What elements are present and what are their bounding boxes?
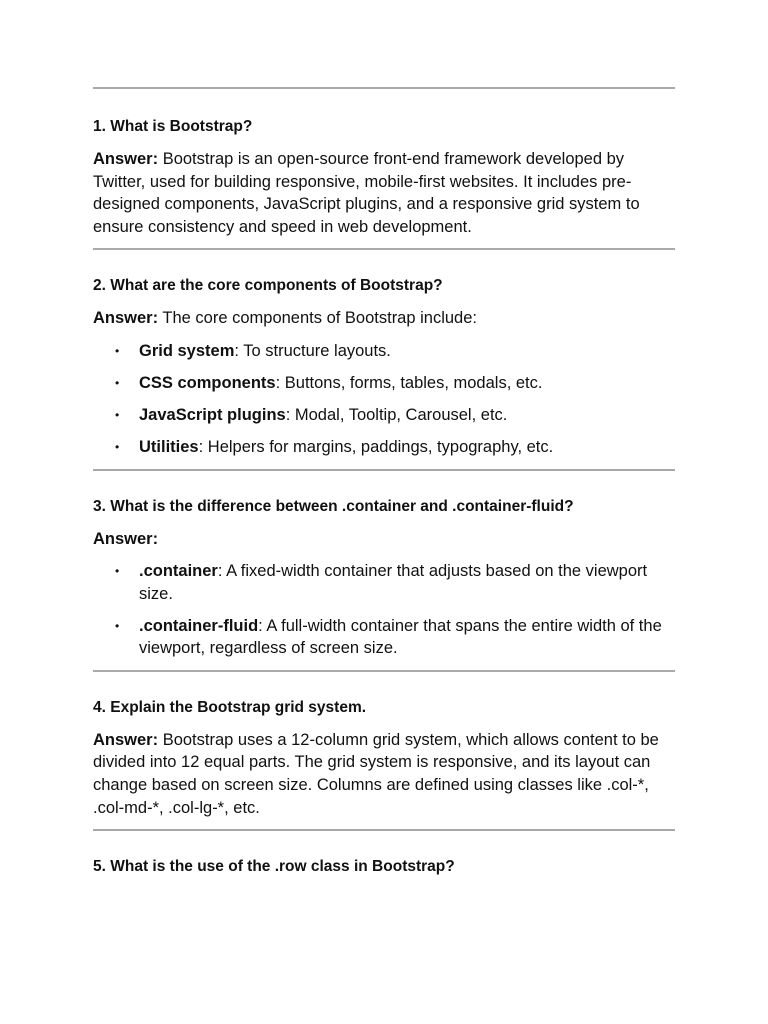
- bullet-icon: •: [115, 407, 120, 422]
- question-heading: 4. Explain the Bootstrap grid system.: [93, 698, 367, 716]
- bullet-icon: •: [115, 439, 120, 454]
- qa-section-3: [93, 496, 675, 660]
- answer-label: Answer:: [93, 730, 159, 749]
- divider: [93, 829, 675, 831]
- list-item-desc: : A full-width container that spans the entire width of the viewport, regardless of screen size.: [139, 616, 662, 658]
- list-item-term: JavaScript plugins: [139, 405, 286, 424]
- list-item-term: Utilities: [139, 437, 199, 456]
- answer-paragraph: [93, 729, 675, 819]
- question-heading: 5. What is the use of the .row class in Bootstrap?: [93, 858, 455, 876]
- divider-top: [93, 87, 675, 89]
- answer-text: The core components of Bootstrap include:: [158, 309, 477, 328]
- list-item-desc: : Helpers for margins, paddings, typography, etc.: [198, 437, 554, 456]
- answer-label: Answer:: [93, 150, 159, 168]
- question-heading: 2. What are the core components of Bootstrap?: [93, 277, 443, 295]
- bullet-icon: •: [115, 564, 120, 579]
- bullet-icon: •: [115, 343, 120, 358]
- list-item-term: .container: [139, 562, 218, 581]
- answer-paragraph: [93, 528, 675, 551]
- answer-label: Answer:: [93, 309, 159, 328]
- list-item: [93, 372, 675, 395]
- list-item: [93, 404, 675, 427]
- list-item: [93, 615, 675, 660]
- qa-section-2: [93, 275, 675, 458]
- qa-section-1: [93, 116, 675, 238]
- bullet-icon: •: [115, 618, 120, 633]
- question-heading: 3. What is the difference between .container and .container-fluid?: [93, 497, 574, 515]
- document-page: [93, 0, 675, 878]
- question-heading: 1. What is Bootstrap?: [93, 118, 253, 135]
- list-item-term: CSS components: [139, 373, 276, 392]
- list-item-desc: : Modal, Tooltip, Carousel, etc.: [285, 405, 508, 424]
- divider: [93, 670, 675, 672]
- answer-paragraph: [93, 148, 675, 238]
- list-item: [93, 436, 675, 459]
- bullet-icon: •: [115, 375, 120, 390]
- list-item-desc: : Buttons, forms, tables, modals, etc.: [275, 373, 543, 392]
- qa-section-5: [93, 856, 675, 878]
- answer-label: Answer:: [93, 529, 159, 548]
- divider: [93, 469, 675, 471]
- answer-paragraph: [93, 307, 675, 330]
- divider: [93, 248, 675, 250]
- list-item: [93, 340, 675, 363]
- list-item: [93, 560, 675, 605]
- list-item-desc: : A fixed-width container that adjusts based on the viewport size.: [139, 562, 648, 603]
- list-item-desc: : To structure layouts.: [234, 341, 391, 360]
- answer-text: Bootstrap uses a 12-column grid system, which allows content to be divided into 12 equal parts. The grid system is responsive, and its layout can change based on screen size. Columns are defined using classes like .col-*, .col-md-*, .col-lg-*, etc.: [93, 730, 659, 817]
- qa-section-4: [93, 697, 675, 819]
- answer-text: Bootstrap is an open-source front-end framework developed by Twitter, used for building responsive, mobile-first websites. It includes pre-designed components, JavaScript plugins, and a responsive grid system to ensure consistency and speed in web development.: [93, 150, 640, 236]
- bullet-list: [93, 560, 675, 660]
- list-item-term: Grid system: [139, 341, 235, 360]
- bullet-list: [93, 340, 675, 459]
- list-item-term: .container-fluid: [139, 616, 259, 635]
